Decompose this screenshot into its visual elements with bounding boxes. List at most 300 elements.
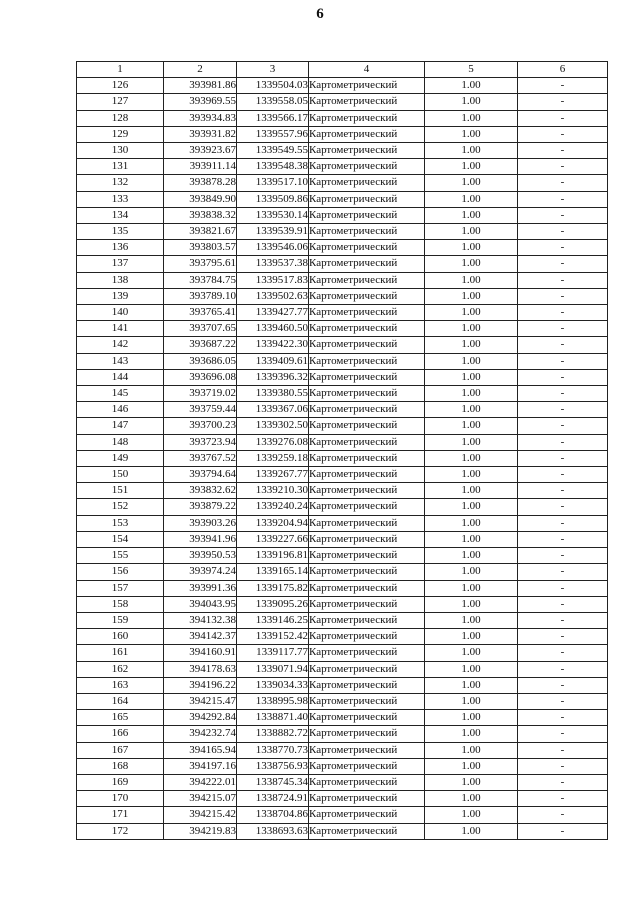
method-cell: Картометрический bbox=[309, 612, 425, 628]
point-number-cell: 157 bbox=[77, 580, 164, 596]
point-number-cell: 163 bbox=[77, 677, 164, 693]
coordinate-x-cell: 394132.38 bbox=[164, 612, 237, 628]
coordinate-x-cell: 394160.91 bbox=[164, 645, 237, 661]
description-cell: - bbox=[518, 596, 608, 612]
coordinate-x-cell: 393821.67 bbox=[164, 224, 237, 240]
coordinate-y-cell: 1339071.94 bbox=[237, 661, 309, 677]
accuracy-cell: 1.00 bbox=[425, 191, 518, 207]
method-cell: Картометрический bbox=[309, 661, 425, 677]
description-cell: - bbox=[518, 321, 608, 337]
table-row bbox=[77, 110, 608, 126]
coordinate-y-cell: 1339422.30 bbox=[237, 337, 309, 353]
table-row bbox=[77, 224, 608, 240]
point-number-cell: 168 bbox=[77, 758, 164, 774]
description-cell: - bbox=[518, 175, 608, 191]
description-cell: - bbox=[518, 742, 608, 758]
point-number-cell: 141 bbox=[77, 321, 164, 337]
method-cell: Картометрический bbox=[309, 369, 425, 385]
method-cell: Картометрический bbox=[309, 353, 425, 369]
coordinate-y-cell: 1338745.34 bbox=[237, 774, 309, 790]
description-cell: - bbox=[518, 629, 608, 645]
point-number-cell: 161 bbox=[77, 645, 164, 661]
point-number-cell: 156 bbox=[77, 564, 164, 580]
point-number-cell: 131 bbox=[77, 159, 164, 175]
method-cell: Картометрический bbox=[309, 191, 425, 207]
coordinate-y-cell: 1339276.08 bbox=[237, 434, 309, 450]
description-cell: - bbox=[518, 531, 608, 547]
accuracy-cell: 1.00 bbox=[425, 288, 518, 304]
accuracy-cell: 1.00 bbox=[425, 823, 518, 839]
description-cell: - bbox=[518, 159, 608, 175]
column-header: 2 bbox=[164, 62, 237, 78]
method-cell: Картометрический bbox=[309, 321, 425, 337]
table-row bbox=[77, 402, 608, 418]
description-cell: - bbox=[518, 240, 608, 256]
description-cell: - bbox=[518, 693, 608, 709]
coordinate-y-cell: 1339546.06 bbox=[237, 240, 309, 256]
table-row bbox=[77, 191, 608, 207]
table-row bbox=[77, 450, 608, 466]
coordinate-x-cell: 393759.44 bbox=[164, 402, 237, 418]
point-number-cell: 146 bbox=[77, 402, 164, 418]
point-number-cell: 159 bbox=[77, 612, 164, 628]
coordinate-x-cell: 394043.95 bbox=[164, 596, 237, 612]
table-row bbox=[77, 337, 608, 353]
description-cell: - bbox=[518, 467, 608, 483]
point-number-cell: 145 bbox=[77, 386, 164, 402]
method-cell: Картометрический bbox=[309, 126, 425, 142]
method-cell: Картометрический bbox=[309, 629, 425, 645]
coordinate-x-cell: 393795.61 bbox=[164, 256, 237, 272]
method-cell: Картометрический bbox=[309, 823, 425, 839]
method-cell: Картометрический bbox=[309, 807, 425, 823]
table-body bbox=[77, 78, 608, 840]
method-cell: Картометрический bbox=[309, 515, 425, 531]
description-cell: - bbox=[518, 612, 608, 628]
coordinate-x-cell: 393789.10 bbox=[164, 288, 237, 304]
coordinate-y-cell: 1339240.24 bbox=[237, 499, 309, 515]
point-number-cell: 127 bbox=[77, 94, 164, 110]
coordinate-y-cell: 1339146.25 bbox=[237, 612, 309, 628]
coordinate-x-cell: 393838.32 bbox=[164, 207, 237, 223]
table-row bbox=[77, 726, 608, 742]
method-cell: Картометрический bbox=[309, 110, 425, 126]
point-number-cell: 166 bbox=[77, 726, 164, 742]
coordinate-y-cell: 1339034.33 bbox=[237, 677, 309, 693]
coordinate-y-cell: 1338693.63 bbox=[237, 823, 309, 839]
method-cell: Картометрический bbox=[309, 337, 425, 353]
accuracy-cell: 1.00 bbox=[425, 726, 518, 742]
point-number-cell: 128 bbox=[77, 110, 164, 126]
accuracy-cell: 1.00 bbox=[425, 256, 518, 272]
point-number-cell: 136 bbox=[77, 240, 164, 256]
accuracy-cell: 1.00 bbox=[425, 337, 518, 353]
table-row bbox=[77, 807, 608, 823]
method-cell: Картометрический bbox=[309, 305, 425, 321]
description-cell: - bbox=[518, 126, 608, 142]
coordinate-x-cell: 394222.01 bbox=[164, 774, 237, 790]
coordinate-x-cell: 393879.22 bbox=[164, 499, 237, 515]
coordinate-x-cell: 393686.05 bbox=[164, 353, 237, 369]
table-row bbox=[77, 434, 608, 450]
table-row bbox=[77, 742, 608, 758]
point-number-cell: 153 bbox=[77, 515, 164, 531]
table-row bbox=[77, 758, 608, 774]
point-number-cell: 172 bbox=[77, 823, 164, 839]
table-row bbox=[77, 661, 608, 677]
table-row bbox=[77, 823, 608, 839]
coordinate-x-cell: 394178.63 bbox=[164, 661, 237, 677]
point-number-cell: 171 bbox=[77, 807, 164, 823]
point-number-cell: 137 bbox=[77, 256, 164, 272]
method-cell: Картометрический bbox=[309, 774, 425, 790]
description-cell: - bbox=[518, 353, 608, 369]
coordinate-y-cell: 1339380.55 bbox=[237, 386, 309, 402]
coordinate-y-cell: 1339259.18 bbox=[237, 450, 309, 466]
method-cell: Картометрический bbox=[309, 564, 425, 580]
accuracy-cell: 1.00 bbox=[425, 515, 518, 531]
coordinate-x-cell: 394219.83 bbox=[164, 823, 237, 839]
description-cell: - bbox=[518, 224, 608, 240]
method-cell: Картометрический bbox=[309, 272, 425, 288]
coordinate-y-cell: 1339537.38 bbox=[237, 256, 309, 272]
table-row bbox=[77, 272, 608, 288]
accuracy-cell: 1.00 bbox=[425, 224, 518, 240]
column-header: 5 bbox=[425, 62, 518, 78]
table-row bbox=[77, 321, 608, 337]
description-cell: - bbox=[518, 288, 608, 304]
table-row bbox=[77, 418, 608, 434]
description-cell: - bbox=[518, 515, 608, 531]
point-number-cell: 142 bbox=[77, 337, 164, 353]
coordinate-x-cell: 393687.22 bbox=[164, 337, 237, 353]
description-cell: - bbox=[518, 791, 608, 807]
method-cell: Картометрический bbox=[309, 693, 425, 709]
coordinate-x-cell: 393934.83 bbox=[164, 110, 237, 126]
coordinate-y-cell: 1339367.06 bbox=[237, 402, 309, 418]
coordinate-y-cell: 1339517.10 bbox=[237, 175, 309, 191]
accuracy-cell: 1.00 bbox=[425, 661, 518, 677]
accuracy-cell: 1.00 bbox=[425, 305, 518, 321]
coordinate-y-cell: 1339460.50 bbox=[237, 321, 309, 337]
method-cell: Картометрический bbox=[309, 791, 425, 807]
point-number-cell: 154 bbox=[77, 531, 164, 547]
column-header: 3 bbox=[237, 62, 309, 78]
point-number-cell: 167 bbox=[77, 742, 164, 758]
accuracy-cell: 1.00 bbox=[425, 612, 518, 628]
coordinates-table bbox=[76, 61, 608, 840]
table-row bbox=[77, 256, 608, 272]
description-cell: - bbox=[518, 580, 608, 596]
point-number-cell: 132 bbox=[77, 175, 164, 191]
coordinate-y-cell: 1339210.30 bbox=[237, 483, 309, 499]
coordinate-x-cell: 394215.47 bbox=[164, 693, 237, 709]
description-cell: - bbox=[518, 110, 608, 126]
coordinate-y-cell: 1339548.38 bbox=[237, 159, 309, 175]
coordinate-x-cell: 394165.94 bbox=[164, 742, 237, 758]
method-cell: Картометрический bbox=[309, 418, 425, 434]
method-cell: Картометрический bbox=[309, 726, 425, 742]
coordinate-x-cell: 394232.74 bbox=[164, 726, 237, 742]
method-cell: Картометрический bbox=[309, 256, 425, 272]
coordinate-y-cell: 1339095.26 bbox=[237, 596, 309, 612]
coordinate-x-cell: 393696.08 bbox=[164, 369, 237, 385]
table-row bbox=[77, 94, 608, 110]
coordinate-y-cell: 1339509.86 bbox=[237, 191, 309, 207]
table-row bbox=[77, 677, 608, 693]
accuracy-cell: 1.00 bbox=[425, 483, 518, 499]
description-cell: - bbox=[518, 386, 608, 402]
point-number-cell: 143 bbox=[77, 353, 164, 369]
accuracy-cell: 1.00 bbox=[425, 548, 518, 564]
accuracy-cell: 1.00 bbox=[425, 94, 518, 110]
coordinate-x-cell: 393700.23 bbox=[164, 418, 237, 434]
coordinate-x-cell: 393931.82 bbox=[164, 126, 237, 142]
method-cell: Картометрический bbox=[309, 677, 425, 693]
table-row bbox=[77, 499, 608, 515]
coordinate-x-cell: 393832.62 bbox=[164, 483, 237, 499]
coordinate-y-cell: 1339427.77 bbox=[237, 305, 309, 321]
description-cell: - bbox=[518, 774, 608, 790]
accuracy-cell: 1.00 bbox=[425, 450, 518, 466]
coordinate-y-cell: 1339204.94 bbox=[237, 515, 309, 531]
method-cell: Картометрический bbox=[309, 742, 425, 758]
accuracy-cell: 1.00 bbox=[425, 710, 518, 726]
accuracy-cell: 1.00 bbox=[425, 677, 518, 693]
point-number-cell: 152 bbox=[77, 499, 164, 515]
accuracy-cell: 1.00 bbox=[425, 369, 518, 385]
method-cell: Картометрический bbox=[309, 402, 425, 418]
method-cell: Картометрический bbox=[309, 207, 425, 223]
table-row bbox=[77, 175, 608, 191]
coordinate-x-cell: 394292.84 bbox=[164, 710, 237, 726]
point-number-cell: 138 bbox=[77, 272, 164, 288]
coordinate-y-cell: 1339517.83 bbox=[237, 272, 309, 288]
accuracy-cell: 1.00 bbox=[425, 645, 518, 661]
description-cell: - bbox=[518, 807, 608, 823]
accuracy-cell: 1.00 bbox=[425, 272, 518, 288]
description-cell: - bbox=[518, 256, 608, 272]
coordinate-y-cell: 1339227.66 bbox=[237, 531, 309, 547]
coordinate-x-cell: 393974.24 bbox=[164, 564, 237, 580]
coordinate-y-cell: 1338882.72 bbox=[237, 726, 309, 742]
coordinate-x-cell: 393903.26 bbox=[164, 515, 237, 531]
point-number-cell: 133 bbox=[77, 191, 164, 207]
point-number-cell: 144 bbox=[77, 369, 164, 385]
accuracy-cell: 1.00 bbox=[425, 78, 518, 94]
coordinate-y-cell: 1339539.91 bbox=[237, 224, 309, 240]
accuracy-cell: 1.00 bbox=[425, 467, 518, 483]
description-cell: - bbox=[518, 191, 608, 207]
coordinate-y-cell: 1338871.40 bbox=[237, 710, 309, 726]
coordinate-y-cell: 1338756.93 bbox=[237, 758, 309, 774]
description-cell: - bbox=[518, 726, 608, 742]
coordinate-x-cell: 393765.41 bbox=[164, 305, 237, 321]
accuracy-cell: 1.00 bbox=[425, 402, 518, 418]
method-cell: Картометрический bbox=[309, 758, 425, 774]
method-cell: Картометрический bbox=[309, 596, 425, 612]
description-cell: - bbox=[518, 499, 608, 515]
description-cell: - bbox=[518, 143, 608, 159]
description-cell: - bbox=[518, 758, 608, 774]
point-number-cell: 130 bbox=[77, 143, 164, 159]
coordinate-x-cell: 394142.37 bbox=[164, 629, 237, 645]
coordinate-x-cell: 393723.94 bbox=[164, 434, 237, 450]
coordinate-y-cell: 1339267.77 bbox=[237, 467, 309, 483]
method-cell: Картометрический bbox=[309, 143, 425, 159]
method-cell: Картометрический bbox=[309, 645, 425, 661]
coordinate-y-cell: 1339557.96 bbox=[237, 126, 309, 142]
coordinate-y-cell: 1339566.17 bbox=[237, 110, 309, 126]
description-cell: - bbox=[518, 272, 608, 288]
method-cell: Картометрический bbox=[309, 531, 425, 547]
method-cell: Картометрический bbox=[309, 386, 425, 402]
table-row bbox=[77, 483, 608, 499]
description-cell: - bbox=[518, 94, 608, 110]
column-header: 6 bbox=[518, 62, 608, 78]
coordinate-y-cell: 1339396.32 bbox=[237, 369, 309, 385]
coordinate-x-cell: 394196.22 bbox=[164, 677, 237, 693]
method-cell: Картометрический bbox=[309, 78, 425, 94]
accuracy-cell: 1.00 bbox=[425, 418, 518, 434]
table-row bbox=[77, 531, 608, 547]
coordinate-y-cell: 1339165.14 bbox=[237, 564, 309, 580]
accuracy-cell: 1.00 bbox=[425, 143, 518, 159]
coordinate-y-cell: 1339175.82 bbox=[237, 580, 309, 596]
column-header: 1 bbox=[77, 62, 164, 78]
coordinate-x-cell: 393911.14 bbox=[164, 159, 237, 175]
point-number-cell: 160 bbox=[77, 629, 164, 645]
table-row bbox=[77, 693, 608, 709]
table-row bbox=[77, 645, 608, 661]
accuracy-cell: 1.00 bbox=[425, 159, 518, 175]
table-row bbox=[77, 710, 608, 726]
description-cell: - bbox=[518, 418, 608, 434]
point-number-cell: 148 bbox=[77, 434, 164, 450]
coordinate-x-cell: 393784.75 bbox=[164, 272, 237, 288]
coordinate-x-cell: 393803.57 bbox=[164, 240, 237, 256]
point-number-cell: 147 bbox=[77, 418, 164, 434]
accuracy-cell: 1.00 bbox=[425, 580, 518, 596]
coordinate-x-cell: 393767.52 bbox=[164, 450, 237, 466]
point-number-cell: 165 bbox=[77, 710, 164, 726]
point-number-cell: 158 bbox=[77, 596, 164, 612]
accuracy-cell: 1.00 bbox=[425, 742, 518, 758]
table-row bbox=[77, 288, 608, 304]
table-row bbox=[77, 126, 608, 142]
point-number-cell: 150 bbox=[77, 467, 164, 483]
accuracy-cell: 1.00 bbox=[425, 807, 518, 823]
accuracy-cell: 1.00 bbox=[425, 791, 518, 807]
point-number-cell: 170 bbox=[77, 791, 164, 807]
description-cell: - bbox=[518, 402, 608, 418]
accuracy-cell: 1.00 bbox=[425, 774, 518, 790]
coordinate-x-cell: 393950.53 bbox=[164, 548, 237, 564]
coordinate-y-cell: 1339558.05 bbox=[237, 94, 309, 110]
coordinate-x-cell: 393941.96 bbox=[164, 531, 237, 547]
method-cell: Картометрический bbox=[309, 434, 425, 450]
point-number-cell: 134 bbox=[77, 207, 164, 223]
table-row bbox=[77, 548, 608, 564]
method-cell: Картометрический bbox=[309, 224, 425, 240]
table-row bbox=[77, 159, 608, 175]
table-row bbox=[77, 612, 608, 628]
coordinate-x-cell: 393719.02 bbox=[164, 386, 237, 402]
method-cell: Картометрический bbox=[309, 710, 425, 726]
description-cell: - bbox=[518, 548, 608, 564]
accuracy-cell: 1.00 bbox=[425, 693, 518, 709]
description-cell: - bbox=[518, 564, 608, 580]
accuracy-cell: 1.00 bbox=[425, 240, 518, 256]
accuracy-cell: 1.00 bbox=[425, 596, 518, 612]
description-cell: - bbox=[518, 78, 608, 94]
accuracy-cell: 1.00 bbox=[425, 499, 518, 515]
description-cell: - bbox=[518, 305, 608, 321]
table-row bbox=[77, 78, 608, 94]
accuracy-cell: 1.00 bbox=[425, 564, 518, 580]
method-cell: Картометрический bbox=[309, 175, 425, 191]
point-number-cell: 149 bbox=[77, 450, 164, 466]
method-cell: Картометрический bbox=[309, 159, 425, 175]
method-cell: Картометрический bbox=[309, 288, 425, 304]
coordinate-y-cell: 1339302.50 bbox=[237, 418, 309, 434]
point-number-cell: 126 bbox=[77, 78, 164, 94]
table-row bbox=[77, 774, 608, 790]
description-cell: - bbox=[518, 661, 608, 677]
point-number-cell: 169 bbox=[77, 774, 164, 790]
coordinate-x-cell: 394215.42 bbox=[164, 807, 237, 823]
method-cell: Картометрический bbox=[309, 450, 425, 466]
description-cell: - bbox=[518, 369, 608, 385]
coordinate-y-cell: 1339502.63 bbox=[237, 288, 309, 304]
table-row bbox=[77, 305, 608, 321]
accuracy-cell: 1.00 bbox=[425, 126, 518, 142]
coordinate-y-cell: 1339549.55 bbox=[237, 143, 309, 159]
table-row bbox=[77, 353, 608, 369]
coordinate-x-cell: 393969.55 bbox=[164, 94, 237, 110]
coordinate-y-cell: 1339152.42 bbox=[237, 629, 309, 645]
point-number-cell: 151 bbox=[77, 483, 164, 499]
method-cell: Картометрический bbox=[309, 467, 425, 483]
accuracy-cell: 1.00 bbox=[425, 758, 518, 774]
accuracy-cell: 1.00 bbox=[425, 434, 518, 450]
description-cell: - bbox=[518, 337, 608, 353]
method-cell: Картометрический bbox=[309, 499, 425, 515]
description-cell: - bbox=[518, 450, 608, 466]
coordinate-y-cell: 1339409.61 bbox=[237, 353, 309, 369]
column-header: 4 bbox=[309, 62, 425, 78]
table-row bbox=[77, 467, 608, 483]
accuracy-cell: 1.00 bbox=[425, 629, 518, 645]
description-cell: - bbox=[518, 645, 608, 661]
coordinate-x-cell: 394197.16 bbox=[164, 758, 237, 774]
coordinate-x-cell: 393981.86 bbox=[164, 78, 237, 94]
method-cell: Картометрический bbox=[309, 548, 425, 564]
method-cell: Картометрический bbox=[309, 483, 425, 499]
point-number-cell: 140 bbox=[77, 305, 164, 321]
point-number-cell: 139 bbox=[77, 288, 164, 304]
point-number-cell: 155 bbox=[77, 548, 164, 564]
table-row bbox=[77, 791, 608, 807]
accuracy-cell: 1.00 bbox=[425, 110, 518, 126]
point-number-cell: 129 bbox=[77, 126, 164, 142]
coordinate-y-cell: 1339530.14 bbox=[237, 207, 309, 223]
coordinate-x-cell: 393794.64 bbox=[164, 467, 237, 483]
coordinate-x-cell: 393878.28 bbox=[164, 175, 237, 191]
coordinate-y-cell: 1339504.03 bbox=[237, 78, 309, 94]
description-cell: - bbox=[518, 434, 608, 450]
description-cell: - bbox=[518, 207, 608, 223]
